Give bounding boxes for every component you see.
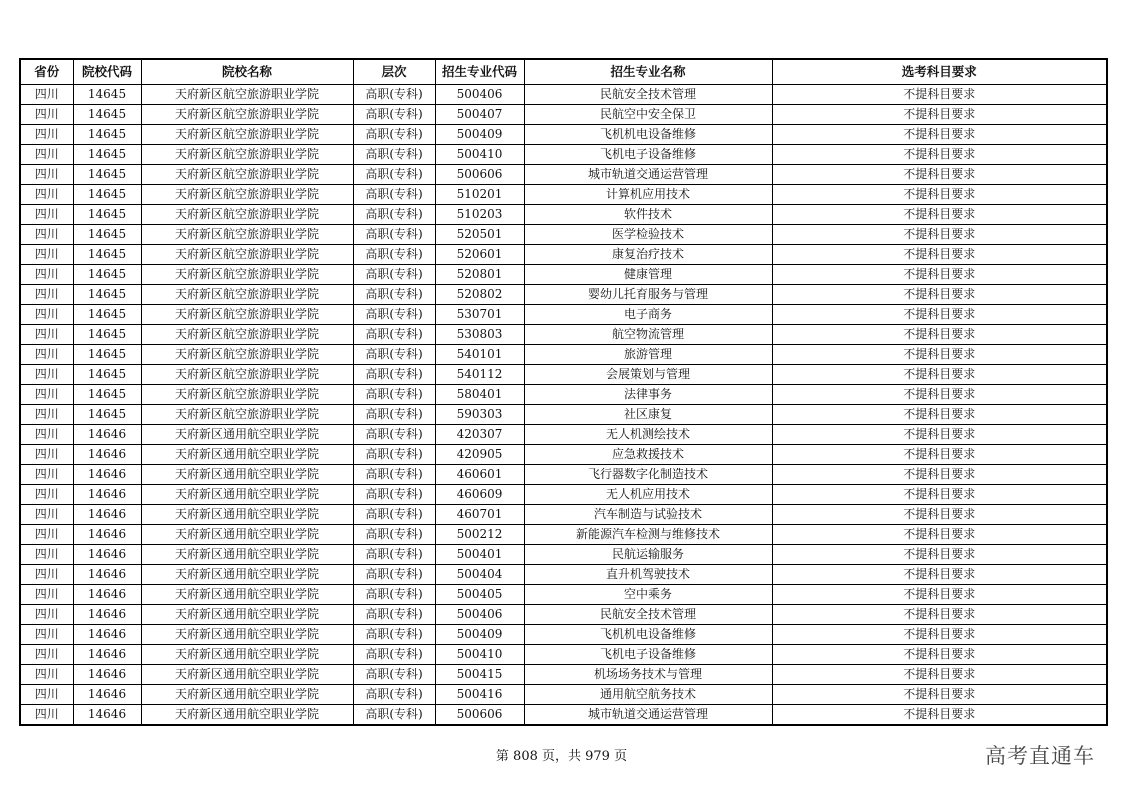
cell-major-code: 460701	[435, 505, 524, 525]
cell-major-code: 500606	[435, 705, 524, 726]
cell-province: 四川	[20, 565, 73, 585]
cell-subject-requirement: 不提科目要求	[772, 305, 1107, 325]
cell-province: 四川	[20, 525, 73, 545]
table-row	[20, 265, 1107, 285]
cell-subject-requirement: 不提科目要求	[772, 645, 1107, 665]
cell-major-name: 医学检验技术	[524, 225, 772, 245]
cell-province: 四川	[20, 605, 73, 625]
cell-level: 高职(专科)	[353, 305, 435, 325]
table-row	[20, 525, 1107, 545]
table-row	[20, 565, 1107, 585]
cell-subject-requirement: 不提科目要求	[772, 525, 1107, 545]
cell-school-code: 14645	[73, 325, 141, 345]
cell-major-name: 无人机应用技术	[524, 485, 772, 505]
cell-major-code: 420307	[435, 425, 524, 445]
cell-major-code: 520802	[435, 285, 524, 305]
cell-major-code: 580401	[435, 385, 524, 405]
header-school-code: 院校代码	[73, 59, 141, 85]
cell-subject-requirement: 不提科目要求	[772, 285, 1107, 305]
cell-school-code: 14645	[73, 385, 141, 405]
cell-school-code: 14646	[73, 685, 141, 705]
cell-level: 高职(专科)	[353, 365, 435, 385]
table-row	[20, 85, 1107, 105]
cell-school-name: 天府新区通用航空职业学院	[141, 625, 353, 645]
table-row	[20, 545, 1107, 565]
cell-school-code: 14646	[73, 605, 141, 625]
cell-school-name: 天府新区航空旅游职业学院	[141, 265, 353, 285]
cell-school-code: 14646	[73, 665, 141, 685]
cell-school-code: 14646	[73, 505, 141, 525]
cell-school-code: 14645	[73, 225, 141, 245]
cell-major-name: 康复治疗技术	[524, 245, 772, 265]
cell-subject-requirement: 不提科目要求	[772, 465, 1107, 485]
cell-major-code: 510203	[435, 205, 524, 225]
cell-school-code: 14646	[73, 585, 141, 605]
cell-school-name: 天府新区通用航空职业学院	[141, 605, 353, 625]
cell-major-name: 空中乘务	[524, 585, 772, 605]
cell-school-name: 天府新区航空旅游职业学院	[141, 225, 353, 245]
cell-major-name: 通用航空航务技术	[524, 685, 772, 705]
cell-major-name: 直升机驾驶技术	[524, 565, 772, 585]
cell-school-code: 14646	[73, 625, 141, 645]
cell-school-name: 天府新区航空旅游职业学院	[141, 105, 353, 125]
cell-school-name: 天府新区通用航空职业学院	[141, 565, 353, 585]
cell-major-code: 460601	[435, 465, 524, 485]
cell-school-code: 14646	[73, 565, 141, 585]
cell-major-code: 500606	[435, 165, 524, 185]
cell-province: 四川	[20, 285, 73, 305]
cell-major-name: 城市轨道交通运营管理	[524, 705, 772, 726]
cell-subject-requirement: 不提科目要求	[772, 85, 1107, 105]
cell-major-name: 新能源汽车检测与维修技术	[524, 525, 772, 545]
cell-major-name: 民航安全技术管理	[524, 85, 772, 105]
cell-major-name: 航空物流管理	[524, 325, 772, 345]
cell-major-code: 500409	[435, 625, 524, 645]
cell-province: 四川	[20, 125, 73, 145]
cell-level: 高职(专科)	[353, 145, 435, 165]
cell-school-code: 14646	[73, 645, 141, 665]
cell-province: 四川	[20, 225, 73, 245]
cell-school-code: 14645	[73, 265, 141, 285]
cell-school-name: 天府新区航空旅游职业学院	[141, 185, 353, 205]
cell-level: 高职(专科)	[353, 525, 435, 545]
cell-major-code: 510201	[435, 185, 524, 205]
table-row	[20, 145, 1107, 165]
table-row	[20, 445, 1107, 465]
cell-subject-requirement: 不提科目要求	[772, 625, 1107, 645]
cell-major-code: 540101	[435, 345, 524, 365]
cell-province: 四川	[20, 325, 73, 345]
watermark-text: 高考直通车	[985, 744, 1095, 768]
cell-major-code: 420905	[435, 445, 524, 465]
cell-subject-requirement: 不提科目要求	[772, 585, 1107, 605]
cell-school-name: 天府新区航空旅游职业学院	[141, 405, 353, 425]
cell-school-name: 天府新区通用航空职业学院	[141, 585, 353, 605]
cell-school-name: 天府新区通用航空职业学院	[141, 645, 353, 665]
cell-level: 高职(专科)	[353, 485, 435, 505]
table-row	[20, 285, 1107, 305]
cell-school-name: 天府新区航空旅游职业学院	[141, 145, 353, 165]
cell-school-name: 天府新区通用航空职业学院	[141, 425, 353, 445]
cell-major-name: 民航空中安全保卫	[524, 105, 772, 125]
cell-level: 高职(专科)	[353, 225, 435, 245]
cell-subject-requirement: 不提科目要求	[772, 425, 1107, 445]
cell-school-name: 天府新区航空旅游职业学院	[141, 85, 353, 105]
cell-school-code: 14646	[73, 465, 141, 485]
cell-school-code: 14646	[73, 485, 141, 505]
table-row	[20, 605, 1107, 625]
cell-school-name: 天府新区航空旅游职业学院	[141, 285, 353, 305]
cell-major-name: 民航运输服务	[524, 545, 772, 565]
table-row	[20, 325, 1107, 345]
cell-province: 四川	[20, 365, 73, 385]
cell-major-name: 飞机电子设备维修	[524, 645, 772, 665]
cell-subject-requirement: 不提科目要求	[772, 145, 1107, 165]
cell-major-name: 软件技术	[524, 205, 772, 225]
table-row	[20, 245, 1107, 265]
cell-province: 四川	[20, 545, 73, 565]
cell-level: 高职(专科)	[353, 165, 435, 185]
cell-major-code: 500405	[435, 585, 524, 605]
cell-major-code: 520501	[435, 225, 524, 245]
cell-subject-requirement: 不提科目要求	[772, 365, 1107, 385]
cell-major-name: 飞机电子设备维修	[524, 145, 772, 165]
cell-subject-requirement: 不提科目要求	[772, 445, 1107, 465]
cell-major-name: 应急救援技术	[524, 445, 772, 465]
header-major-name: 招生专业名称	[524, 59, 772, 85]
cell-school-code: 14646	[73, 705, 141, 726]
cell-school-name: 天府新区航空旅游职业学院	[141, 345, 353, 365]
table-row	[20, 425, 1107, 445]
table-row	[20, 585, 1107, 605]
cell-province: 四川	[20, 245, 73, 265]
cell-province: 四川	[20, 305, 73, 325]
cell-major-name: 飞机机电设备维修	[524, 625, 772, 645]
cell-major-code: 500406	[435, 85, 524, 105]
cell-school-code: 14646	[73, 545, 141, 565]
cell-school-code: 14645	[73, 145, 141, 165]
cell-subject-requirement: 不提科目要求	[772, 685, 1107, 705]
cell-major-name: 城市轨道交通运营管理	[524, 165, 772, 185]
admissions-table	[19, 58, 1108, 726]
cell-school-name: 天府新区通用航空职业学院	[141, 445, 353, 465]
cell-province: 四川	[20, 665, 73, 685]
cell-province: 四川	[20, 385, 73, 405]
cell-school-name: 天府新区通用航空职业学院	[141, 525, 353, 545]
cell-major-name: 法律事务	[524, 385, 772, 405]
cell-school-name: 天府新区航空旅游职业学院	[141, 245, 353, 265]
table-row	[20, 165, 1107, 185]
cell-province: 四川	[20, 165, 73, 185]
cell-school-name: 天府新区通用航空职业学院	[141, 485, 353, 505]
cell-major-code: 500404	[435, 565, 524, 585]
table-row	[20, 505, 1107, 525]
cell-province: 四川	[20, 505, 73, 525]
cell-major-code: 530701	[435, 305, 524, 325]
cell-school-name: 天府新区航空旅游职业学院	[141, 205, 353, 225]
table-row	[20, 385, 1107, 405]
cell-major-code: 460609	[435, 485, 524, 505]
cell-subject-requirement: 不提科目要求	[772, 665, 1107, 685]
cell-level: 高职(专科)	[353, 265, 435, 285]
table-row	[20, 685, 1107, 705]
cell-major-name: 计算机应用技术	[524, 185, 772, 205]
cell-school-code: 14645	[73, 205, 141, 225]
cell-province: 四川	[20, 485, 73, 505]
cell-school-name: 天府新区航空旅游职业学院	[141, 385, 353, 405]
cell-school-code: 14645	[73, 185, 141, 205]
cell-subject-requirement: 不提科目要求	[772, 405, 1107, 425]
table-body	[20, 85, 1107, 726]
cell-major-code: 500407	[435, 105, 524, 125]
table-row	[20, 105, 1107, 125]
cell-school-code: 14645	[73, 345, 141, 365]
cell-major-name: 电子商务	[524, 305, 772, 325]
cell-level: 高职(专科)	[353, 105, 435, 125]
cell-school-name: 天府新区航空旅游职业学院	[141, 125, 353, 145]
cell-level: 高职(专科)	[353, 585, 435, 605]
cell-level: 高职(专科)	[353, 505, 435, 525]
cell-school-code: 14645	[73, 85, 141, 105]
cell-subject-requirement: 不提科目要求	[772, 325, 1107, 345]
cell-school-code: 14646	[73, 525, 141, 545]
cell-major-code: 590303	[435, 405, 524, 425]
cell-school-code: 14645	[73, 125, 141, 145]
cell-major-name: 健康管理	[524, 265, 772, 285]
cell-province: 四川	[20, 205, 73, 225]
cell-major-code: 520601	[435, 245, 524, 265]
cell-subject-requirement: 不提科目要求	[772, 605, 1107, 625]
cell-level: 高职(专科)	[353, 125, 435, 145]
cell-major-name: 机场场务技术与管理	[524, 665, 772, 685]
cell-level: 高职(专科)	[353, 645, 435, 665]
cell-province: 四川	[20, 105, 73, 125]
cell-province: 四川	[20, 445, 73, 465]
cell-major-code: 500410	[435, 645, 524, 665]
cell-level: 高职(专科)	[353, 425, 435, 445]
cell-level: 高职(专科)	[353, 625, 435, 645]
header-subject-requirement: 选考科目要求	[772, 59, 1107, 85]
cell-school-name: 天府新区通用航空职业学院	[141, 665, 353, 685]
cell-major-name: 民航安全技术管理	[524, 605, 772, 625]
cell-subject-requirement: 不提科目要求	[772, 185, 1107, 205]
cell-major-code: 540112	[435, 365, 524, 385]
cell-province: 四川	[20, 465, 73, 485]
cell-province: 四川	[20, 145, 73, 165]
cell-province: 四川	[20, 705, 73, 726]
cell-school-code: 14645	[73, 365, 141, 385]
cell-subject-requirement: 不提科目要求	[772, 205, 1107, 225]
cell-school-name: 天府新区航空旅游职业学院	[141, 325, 353, 345]
cell-school-code: 14645	[73, 305, 141, 325]
cell-province: 四川	[20, 185, 73, 205]
table-row	[20, 645, 1107, 665]
cell-level: 高职(专科)	[353, 85, 435, 105]
cell-major-code: 500212	[435, 525, 524, 545]
cell-level: 高职(专科)	[353, 245, 435, 265]
cell-major-name: 社区康复	[524, 405, 772, 425]
cell-major-code: 500415	[435, 665, 524, 685]
cell-subject-requirement: 不提科目要求	[772, 125, 1107, 145]
cell-school-code: 14645	[73, 245, 141, 265]
cell-major-name: 无人机测绘技术	[524, 425, 772, 445]
cell-major-name: 旅游管理	[524, 345, 772, 365]
cell-major-code: 500416	[435, 685, 524, 705]
cell-province: 四川	[20, 645, 73, 665]
header-province: 省份	[20, 59, 73, 85]
cell-level: 高职(专科)	[353, 285, 435, 305]
cell-school-code: 14646	[73, 445, 141, 465]
cell-level: 高职(专科)	[353, 465, 435, 485]
table-row	[20, 185, 1107, 205]
cell-subject-requirement: 不提科目要求	[772, 705, 1107, 726]
cell-level: 高职(专科)	[353, 205, 435, 225]
table-row	[20, 225, 1107, 245]
cell-subject-requirement: 不提科目要求	[772, 225, 1107, 245]
cell-province: 四川	[20, 405, 73, 425]
cell-major-code: 500410	[435, 145, 524, 165]
cell-subject-requirement: 不提科目要求	[772, 245, 1107, 265]
cell-subject-requirement: 不提科目要求	[772, 565, 1107, 585]
page-number: 第 808 页，共 979 页	[495, 749, 628, 764]
table-row	[20, 485, 1107, 505]
cell-province: 四川	[20, 585, 73, 605]
table-row	[20, 365, 1107, 385]
header-level: 层次	[353, 59, 435, 85]
cell-major-name: 飞行器数字化制造技术	[524, 465, 772, 485]
cell-school-name: 天府新区航空旅游职业学院	[141, 305, 353, 325]
cell-major-name: 会展策划与管理	[524, 365, 772, 385]
cell-level: 高职(专科)	[353, 445, 435, 465]
table-row	[20, 305, 1107, 325]
cell-major-code: 530803	[435, 325, 524, 345]
cell-level: 高职(专科)	[353, 685, 435, 705]
cell-school-name: 天府新区通用航空职业学院	[141, 505, 353, 525]
cell-school-code: 14645	[73, 105, 141, 125]
cell-major-name: 飞机机电设备维修	[524, 125, 772, 145]
cell-province: 四川	[20, 625, 73, 645]
cell-level: 高职(专科)	[353, 665, 435, 685]
cell-level: 高职(专科)	[353, 605, 435, 625]
cell-province: 四川	[20, 265, 73, 285]
cell-level: 高职(专科)	[353, 385, 435, 405]
cell-level: 高职(专科)	[353, 345, 435, 365]
table-row	[20, 125, 1107, 145]
cell-level: 高职(专科)	[353, 405, 435, 425]
table-row	[20, 345, 1107, 365]
cell-subject-requirement: 不提科目要求	[772, 345, 1107, 365]
cell-school-name: 天府新区航空旅游职业学院	[141, 165, 353, 185]
cell-level: 高职(专科)	[353, 705, 435, 726]
cell-province: 四川	[20, 685, 73, 705]
cell-major-code: 500409	[435, 125, 524, 145]
cell-subject-requirement: 不提科目要求	[772, 105, 1107, 125]
table-row	[20, 405, 1107, 425]
cell-subject-requirement: 不提科目要求	[772, 485, 1107, 505]
cell-major-name: 汽车制造与试验技术	[524, 505, 772, 525]
table-row	[20, 465, 1107, 485]
table-row	[20, 625, 1107, 645]
cell-major-code: 520801	[435, 265, 524, 285]
cell-school-code: 14645	[73, 165, 141, 185]
cell-school-code: 14645	[73, 285, 141, 305]
header-major-code: 招生专业代码	[435, 59, 524, 85]
cell-major-name: 婴幼儿托育服务与管理	[524, 285, 772, 305]
cell-school-name: 天府新区通用航空职业学院	[141, 705, 353, 726]
cell-province: 四川	[20, 425, 73, 445]
cell-subject-requirement: 不提科目要求	[772, 545, 1107, 565]
cell-school-code: 14645	[73, 405, 141, 425]
cell-level: 高职(专科)	[353, 185, 435, 205]
cell-province: 四川	[20, 345, 73, 365]
cell-level: 高职(专科)	[353, 545, 435, 565]
cell-province: 四川	[20, 85, 73, 105]
cell-school-name: 天府新区通用航空职业学院	[141, 545, 353, 565]
header-school-name: 院校名称	[141, 59, 353, 85]
cell-school-name: 天府新区航空旅游职业学院	[141, 365, 353, 385]
cell-major-code: 500401	[435, 545, 524, 565]
table-row	[20, 705, 1107, 726]
cell-level: 高职(专科)	[353, 565, 435, 585]
cell-school-name: 天府新区通用航空职业学院	[141, 465, 353, 485]
cell-subject-requirement: 不提科目要求	[772, 165, 1107, 185]
table-row	[20, 205, 1107, 225]
cell-school-code: 14646	[73, 425, 141, 445]
cell-school-name: 天府新区通用航空职业学院	[141, 685, 353, 705]
cell-subject-requirement: 不提科目要求	[772, 385, 1107, 405]
cell-subject-requirement: 不提科目要求	[772, 265, 1107, 285]
table-row	[20, 665, 1107, 685]
header-row	[20, 59, 1107, 85]
cell-subject-requirement: 不提科目要求	[772, 505, 1107, 525]
cell-major-code: 500406	[435, 605, 524, 625]
cell-level: 高职(专科)	[353, 325, 435, 345]
